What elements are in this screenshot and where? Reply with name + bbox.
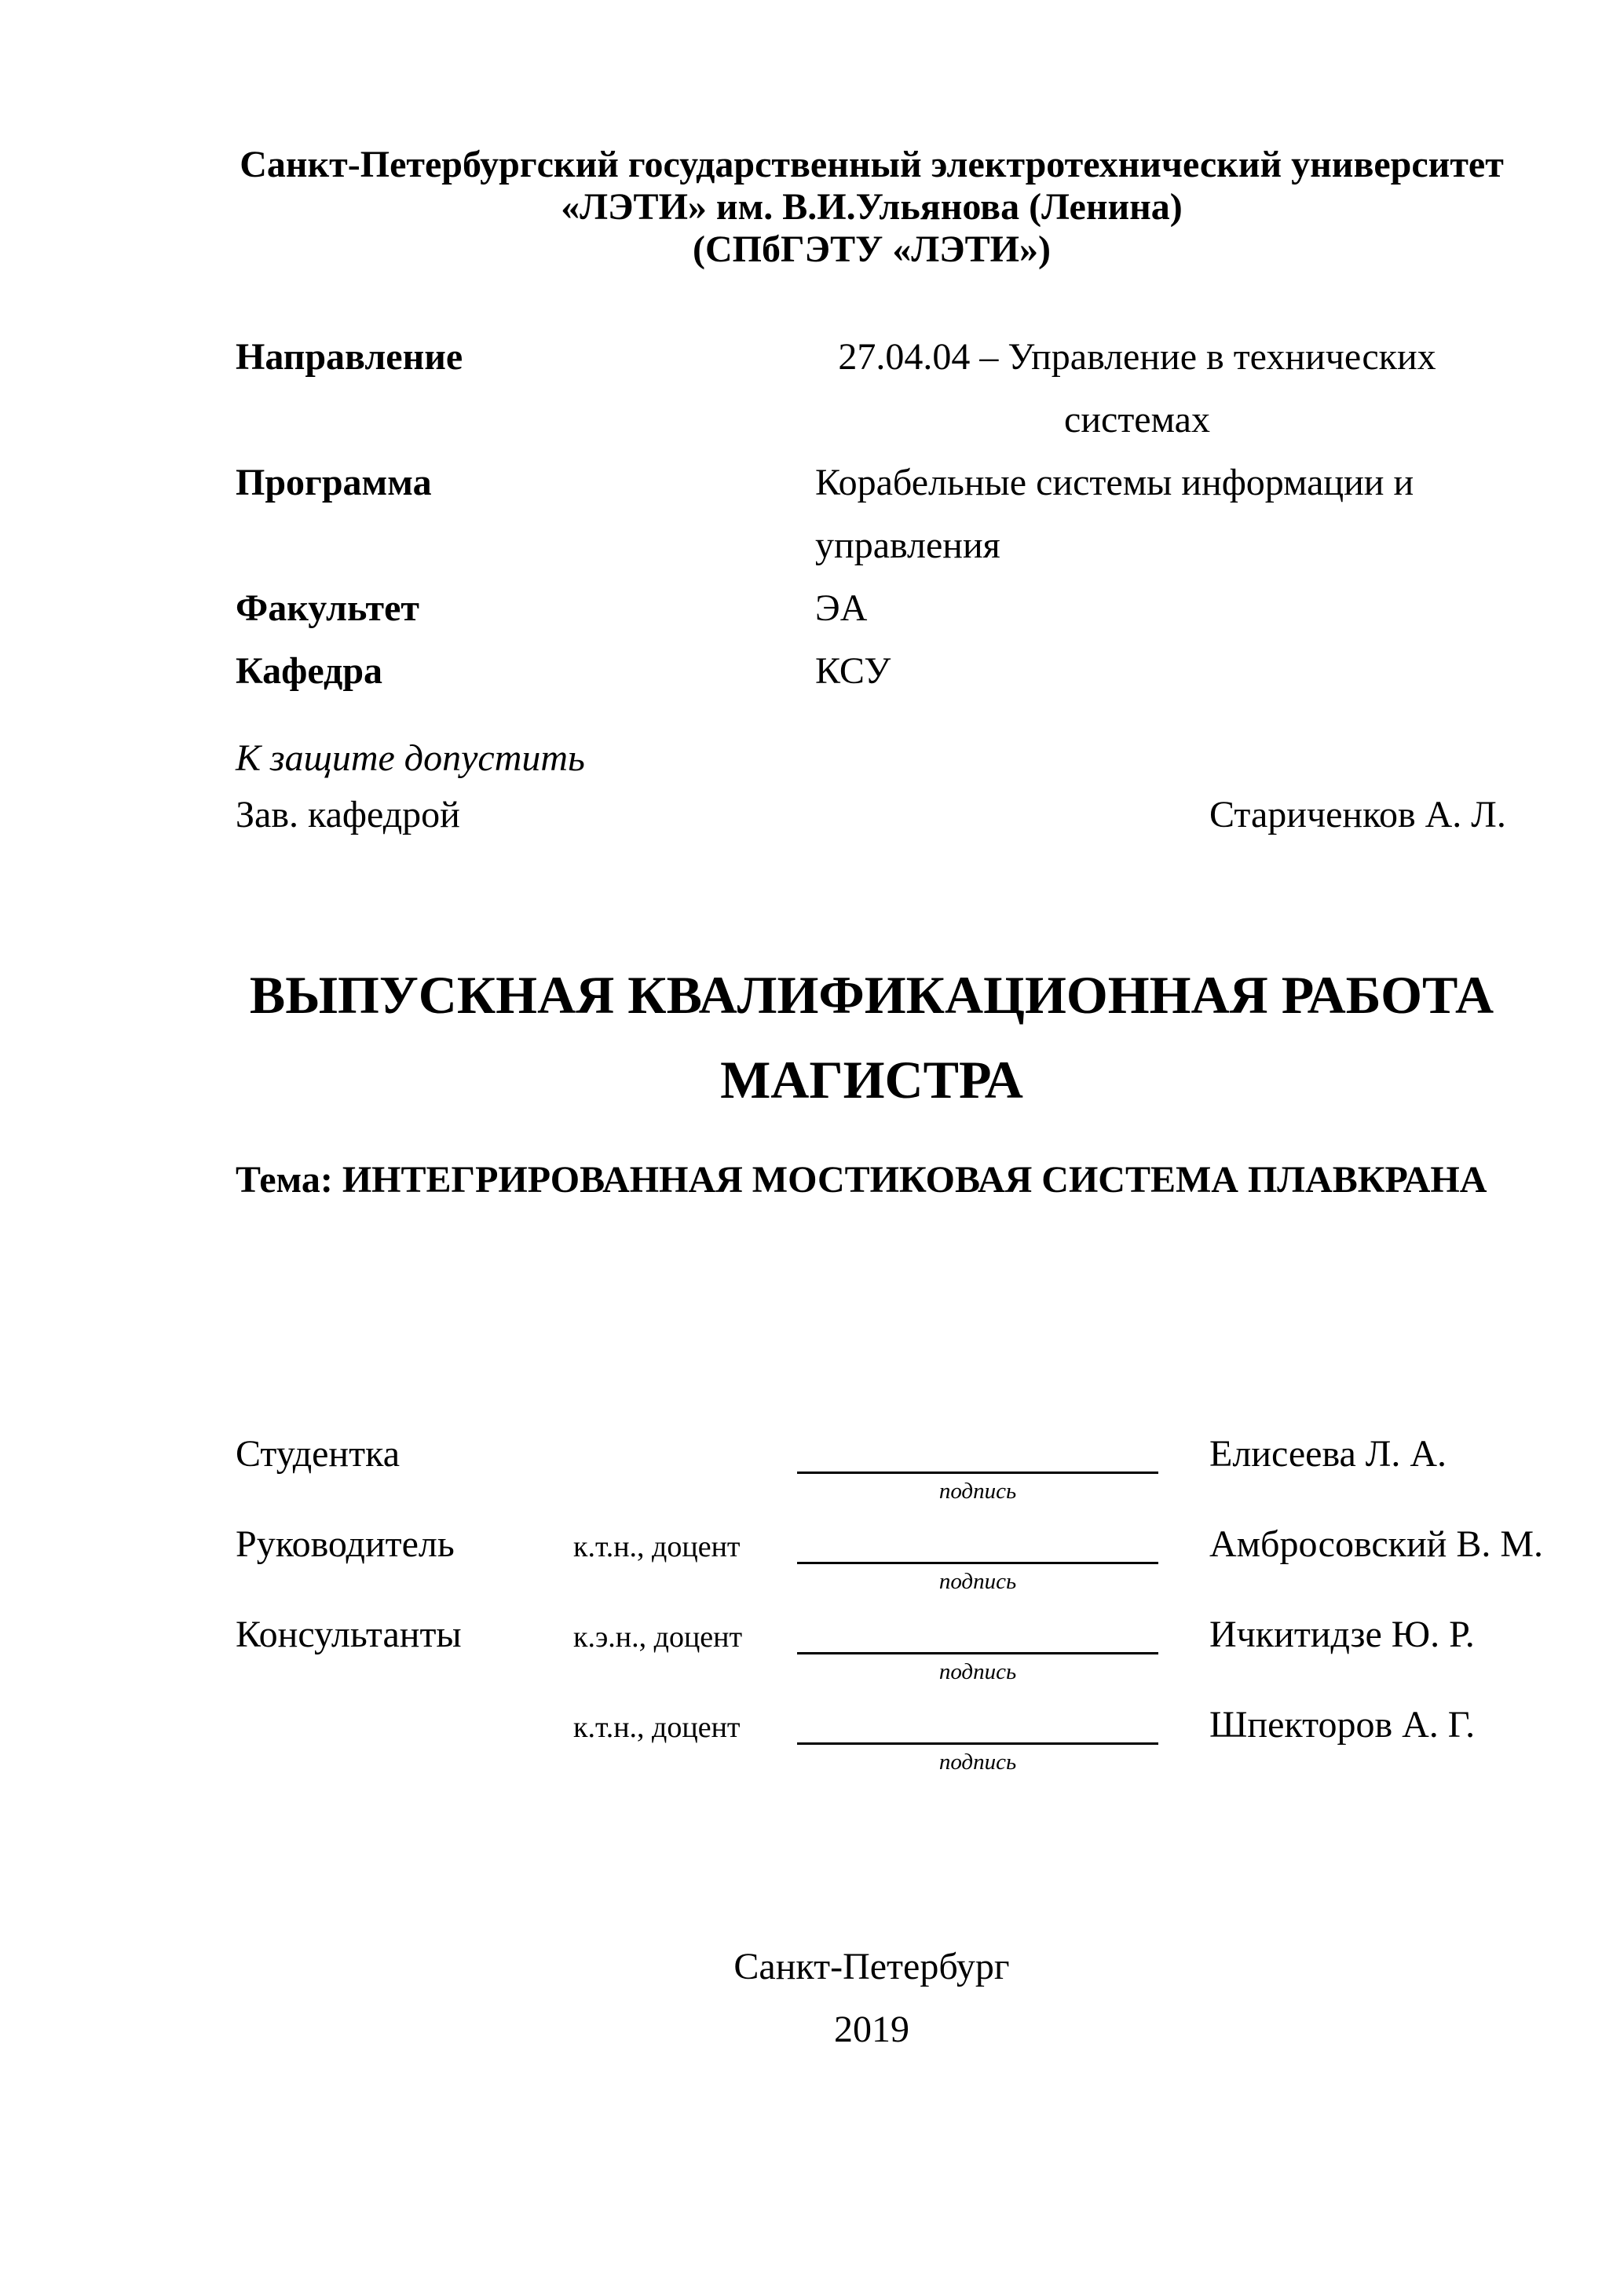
- signatures-table: [236, 1421, 1544, 1782]
- admission-note: К защите допустить: [236, 737, 585, 779]
- signatory-name: Амбросовский В. М.: [1209, 1523, 1544, 1565]
- signature-caption: подпись: [938, 1749, 1017, 1775]
- admission-block: [236, 730, 1508, 843]
- signatory-name: Шпекторов А. Г.: [1209, 1704, 1476, 1746]
- signature-line: [797, 1613, 1158, 1654]
- signature-line: [797, 1432, 1158, 1474]
- department-head-name: Стариченков А. Л.: [1209, 794, 1506, 835]
- fields-table: [236, 326, 1508, 703]
- signature-cell: [797, 1432, 1158, 1504]
- signature-row-consultant-1: [236, 1602, 1508, 1692]
- field-value-program: Корабельные системы информации и управления: [815, 462, 1414, 566]
- signature-line: [797, 1703, 1158, 1745]
- work-title: [236, 952, 1508, 1122]
- signatory-name: Елисеева Л. А.: [1209, 1433, 1447, 1475]
- work-title-line1: ВЫПУСКНАЯ КВАЛИФИКАЦИОННАЯ РАБОТА: [249, 965, 1494, 1025]
- field-label-department: Кафедра: [236, 650, 383, 692]
- field-value-department: КСУ: [815, 650, 891, 692]
- signature-line: [797, 1523, 1158, 1564]
- field-value-faculty: ЭА: [815, 587, 868, 629]
- theme-line: [236, 1157, 1487, 1204]
- degree-label: к.т.н., доцент: [573, 1530, 741, 1563]
- theme-title: ИНТЕГРИРОВАННАЯ МОСТИКОВАЯ СИСТЕМА ПЛАВКРАНА: [342, 1159, 1487, 1201]
- signature-row-consultant-2: [236, 1692, 1508, 1782]
- degree-label: к.т.н., доцент: [573, 1711, 741, 1744]
- department-head-label: Зав. кафедрой: [236, 794, 460, 835]
- signature-cell: [797, 1613, 1158, 1685]
- university-name-line2: «ЛЭТИ» им. В.И.Ульянова (Ленина): [561, 186, 1183, 228]
- role-label: Студентка: [236, 1433, 400, 1475]
- department-head-row: [236, 787, 1508, 843]
- signature-caption: подпись: [938, 1659, 1017, 1684]
- university-header: [236, 144, 1508, 271]
- signature-row-student: [236, 1421, 1508, 1512]
- university-name-line1: Санкт-Петербургский государственный электротехнический университет: [240, 144, 1504, 185]
- signatory-name: Ичкитидзе Ю. Р.: [1209, 1614, 1475, 1655]
- field-value-direction: 27.04.04 – Управление в технических системах: [838, 336, 1436, 441]
- signature-caption: подпись: [938, 1569, 1017, 1594]
- footer-year: 2019: [834, 2009, 909, 2050]
- degree-label: [573, 1432, 797, 1439]
- university-abbreviation: (СПбГЭТУ «ЛЭТИ»): [693, 229, 1051, 270]
- signature-cell: [797, 1523, 1158, 1595]
- theme-label: Тема:: [236, 1159, 333, 1201]
- page-footer: [236, 1936, 1508, 2061]
- role-label: Руководитель: [236, 1523, 455, 1565]
- role-label: Консультанты: [236, 1614, 462, 1655]
- field-label-direction: Направление: [236, 336, 463, 378]
- signature-cell: [797, 1703, 1158, 1775]
- signature-caption: подпись: [938, 1479, 1017, 1504]
- field-label-program: Программа: [236, 462, 432, 503]
- footer-city: Санкт-Петербург: [733, 1946, 1010, 1987]
- degree-label: к.э.н., доцент: [573, 1621, 743, 1654]
- signature-row-supervisor: [236, 1512, 1544, 1602]
- field-label-faculty: Факультет: [236, 587, 419, 629]
- work-title-line2: МАГИСТРА: [720, 1050, 1023, 1110]
